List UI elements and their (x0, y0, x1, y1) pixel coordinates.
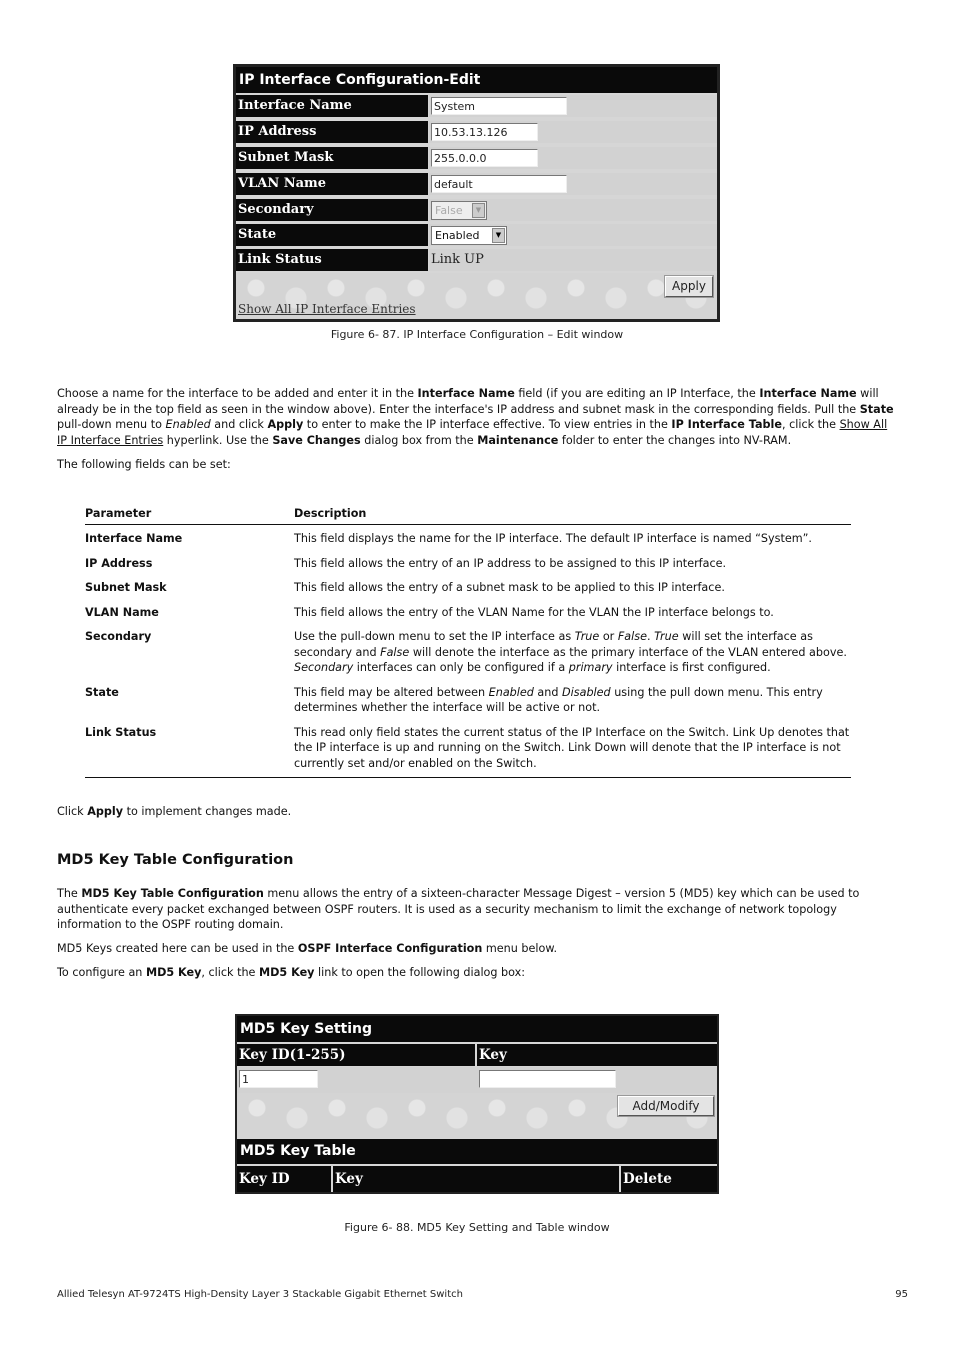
state-select[interactable] (431, 226, 507, 245)
subnet-mask-label: Subnet Mask (236, 147, 428, 169)
row-secondary (236, 197, 717, 221)
state-value: Enabled (435, 229, 480, 242)
link-status-value: Link UP (431, 252, 484, 267)
table-col-delete: Delete (621, 1166, 717, 1192)
md5-key-window (235, 1014, 719, 1194)
col-key: Key (477, 1044, 717, 1066)
chevron-down-icon: ▼ (492, 228, 505, 243)
table-row: Secondary Use the pull-down menu to set the IP interface as True or False. True will set the interface as secondary and False will denote the interface as the primary interface of the VLAN entered above. Secondary interfaces can only be configured if a primary interface is first configured. (85, 630, 847, 674)
md5-paragraph-2: MD5 Keys created here can be used in the OSPF Interface Configuration menu below. (57, 942, 558, 955)
parameter-table (85, 505, 851, 778)
ip-address-label: IP Address (236, 121, 428, 143)
vlan-name-input[interactable]: default (431, 175, 567, 193)
row-state (236, 222, 717, 246)
chevron-down-icon: ▼ (472, 203, 485, 218)
secondary-label: Secondary (236, 199, 428, 221)
row-ip-address (236, 119, 717, 143)
row-subnet-mask (236, 145, 717, 169)
md5-key-table-title: MD5 Key Table (237, 1139, 717, 1164)
header-parameter: Parameter (85, 507, 152, 520)
show-all-ip-interface-entries-hyperlink[interactable]: Show All IP Interface Entries (57, 418, 888, 447)
add-modify-button[interactable]: Add/Modify (618, 1096, 714, 1116)
action-area (236, 273, 717, 319)
state-label: State (236, 224, 428, 246)
md5-section-heading: MD5 Key Table Configuration (57, 852, 294, 868)
row-interface-name (236, 93, 717, 117)
table-row: Interface Name This field displays the name for the IP interface. The default IP interface is named “System”. (85, 532, 812, 545)
intro-paragraph: Choose a name for the interface to be added and enter it in the Interface Name field (if you are editing an IP Interface, the Interface Name will already be in the top field as seen in the window above). Enter the interface's IP address and subnet mask in the corresponding fields. Pull the State pull-down menu to Enabled and click Apply to enter to make the IP interface effective. To view entries in the IP Interface Table, click the Show All IP Interface Entries hyperlink. Use the Save Changes dialog box from the Maintenance folder to enter the changes into NV-RAM. (57, 387, 894, 447)
row-link-status (236, 247, 717, 271)
table-header (85, 505, 851, 525)
ip-interface-edit-window (233, 64, 720, 322)
table-col-key-id: Key ID (237, 1166, 331, 1192)
page-number: 95 (895, 1289, 908, 1300)
md5-key-setting-title: MD5 Key Setting (237, 1016, 717, 1042)
interface-name-input[interactable]: System (431, 97, 567, 115)
table-row: VLAN Name This field allows the entry of the VLAN Name for the VLAN the IP interface belongs to. (85, 605, 774, 619)
apply-button[interactable]: Apply (665, 276, 713, 297)
row-vlan-name (236, 171, 717, 195)
ip-address-input[interactable]: 10.53.13.126 (431, 123, 538, 141)
table-bottom-rule (85, 777, 851, 778)
interface-name-label: Interface Name (236, 95, 428, 117)
fields-intro: The following fields can be set: (57, 458, 231, 471)
key-id-input[interactable]: 1 (239, 1070, 318, 1088)
figure-87-caption: Figure 6- 87. IP Interface Configuration – Edit window (330, 328, 624, 341)
window-title: IP Interface Configuration-Edit (236, 67, 717, 93)
click-apply-text: Click Apply to implement changes made. (57, 805, 292, 818)
md5-input-row (237, 1067, 717, 1093)
table-row: Link Status This read only field states the current status of the IP Interface on the Switch. Link Up denotes that the IP interface is up and running on the Switch. Link Down will denote that the IP interface is not currently set and/or enabled on the Switch. (85, 725, 850, 770)
header-description: Description (294, 507, 367, 520)
vlan-name-label: VLAN Name (236, 173, 428, 195)
show-all-ip-interface-entries-link[interactable]: Show All IP Interface Entries (238, 302, 416, 316)
secondary-value: False (435, 204, 463, 217)
md5-paragraph-1: The MD5 Key Table Configuration menu allows the entry of a sixteen-character Message Digest – version 5 (MD5) key which can be used to authenticate every packet exchanged between OSPF routers. It is used as a security mechanism to limit the exchange of network topology information to the OSPF routing domain. (57, 887, 860, 931)
key-input[interactable] (479, 1070, 616, 1088)
col-key-id: Key ID(1-255) (237, 1044, 475, 1066)
md5-paragraph-3: To configure an MD5 Key, click the MD5 Key link to open the following dialog box: (57, 966, 526, 979)
figure-88-caption: Figure 6- 88. MD5 Key Setting and Table window (344, 1221, 610, 1234)
secondary-select (431, 201, 487, 220)
md5-action-area (237, 1093, 717, 1138)
table-row: Subnet Mask This field allows the entry of a subnet mask to be applied to this IP interface. (85, 581, 725, 594)
subnet-mask-input[interactable]: 255.0.0.0 (431, 149, 538, 167)
link-status-label: Link Status (236, 249, 428, 271)
table-row: State This field may be altered between Enabled and Disabled using the pull down menu. This entry determines whether the interface will be active or not. (85, 685, 823, 714)
table-row: IP Address This field allows the entry of an IP address to be assigned to this IP interface. (85, 556, 727, 570)
table-col-key: Key (333, 1166, 619, 1192)
footer-title: Allied Telesyn AT-9724TS High-Density Layer 3 Stackable Gigabit Ethernet Switch (57, 1289, 463, 1300)
